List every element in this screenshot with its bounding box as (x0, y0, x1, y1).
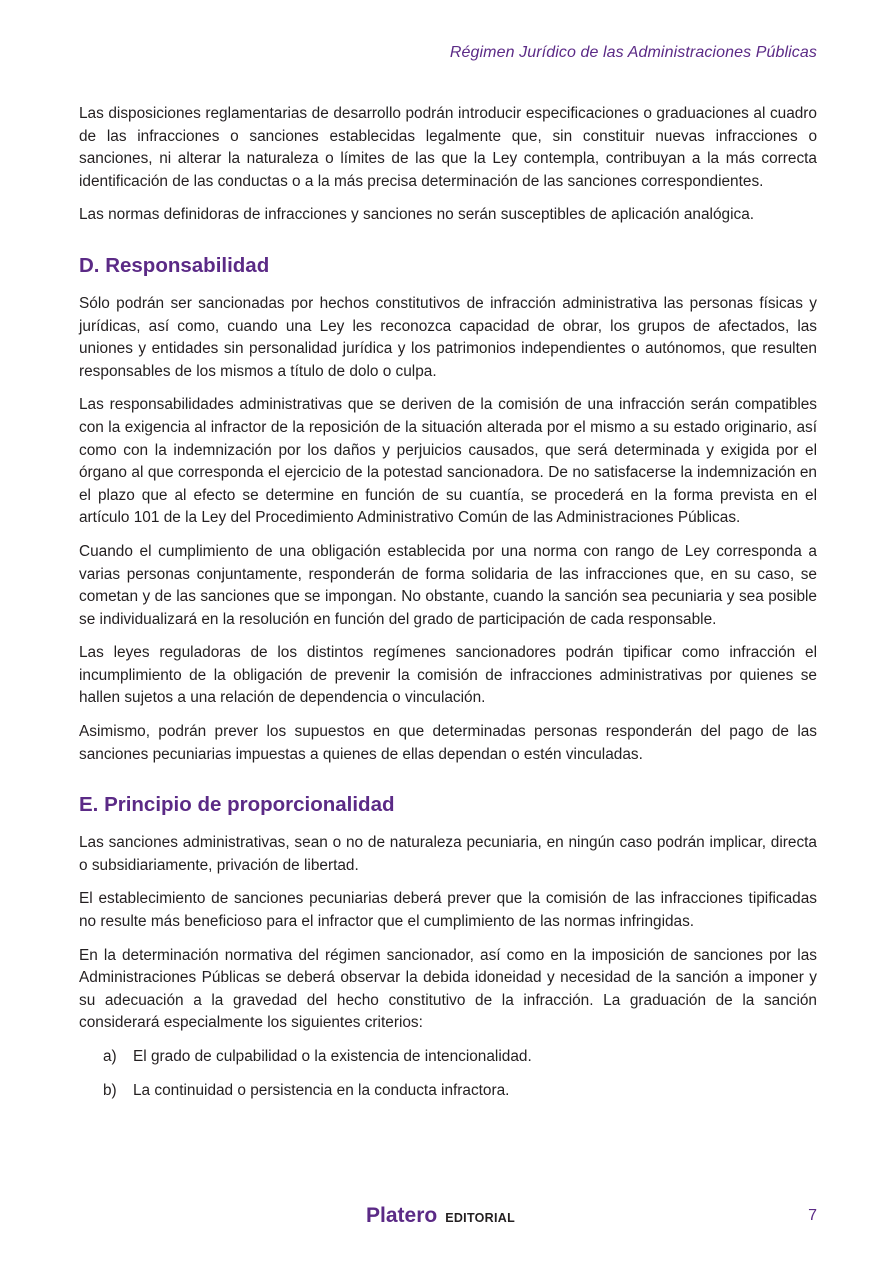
section-e-paragraph-1: Las sanciones administrativas, sean o no de naturaleza pecuniaria, en ningún caso podrán implicar, directa o subsidiariamente, privación de libertad. (79, 834, 817, 874)
list-item-text: La continuidad o persistencia en la conducta infractora. (133, 1081, 510, 1099)
intro-paragraph-1: Las disposiciones reglamentarias de desarrollo podrán introducir especificaciones o graduaciones al cuadro de las infracciones o sanciones establecidas legalmente que, sin constituir nuevas infracciones o sanciones, ni alterar la naturaleza o límites de las que la Ley contempla, contribuyan a la más correcta identificación de las conductas o a la más precisa determinación de las sanciones correspondientes. (79, 105, 817, 190)
intro-paragraph-2: Las normas definidoras de infracciones y sanciones no serán susceptibles de aplicación analógica. (79, 206, 755, 224)
list-marker: b) (103, 1081, 117, 1099)
section-d-paragraph-1: Sólo podrán ser sancionadas por hechos constitutivos de infracción administrativa las personas físicas y jurídicas, así como, cuando una Ley les reconozca capacidad de obrar, los grupos de afectados, las uniones y entidades sin personalidad jurídica y los patrimonios independientes o autónomos, que resulten responsables de los mismos a título de dolo o culpa. (79, 294, 817, 380)
list-marker: a) (103, 1048, 117, 1065)
list-item-text: El grado de culpabilidad o la existencia de intencionalidad. (133, 1048, 532, 1065)
section-d-paragraph-5: Asimismo, podrán prever los supuestos en que determinadas personas responderán del pago de las sanciones pecuniarias impuestas a quienes de ellas dependan o estén vinculadas. (79, 723, 817, 763)
criteria-list-item (103, 1080, 817, 1103)
section-d-paragraph-3: Cuando el cumplimiento de una obligación establecida por una norma con rango de Ley corresponda a varias personas conjuntamente, responderán de forma solidaria de las infracciones que, en su caso, se cometan y de las sanciones que se impongan. No obstante, cuando la sanción sea pecuniaria y sea posible se individualizará en la resolución en función del grado de participación de cada responsable. (79, 542, 817, 628)
running-header-title: Régimen Jurídico de las Administraciones Públicas (449, 44, 817, 61)
section-e-paragraph-3: En la determinación normativa del régimen sancionador, así como en la imposición de sanciones por las Administraciones Públicas se deberá observar la debida idoneidad y necesidad de la sanción a imponer y su adecuación a la gravedad del hecho constitutivo de la infracción. La graduación de la sanción considerará especialmente los siguientes criterios: (79, 946, 817, 1032)
page-content (79, 103, 817, 1113)
section-e-paragraph-2: El establecimiento de sanciones pecuniarias deberá prever que la comisión de las infracciones tipificadas no resulte más beneficioso para el infractor que el cumplimiento de las normas infringidas. (79, 890, 817, 931)
section-d-heading: D. Responsabilidad (79, 253, 270, 277)
criteria-list-item (103, 1046, 817, 1069)
section-d-paragraph-4: Las leyes reguladoras de los distintos regímenes sancionadores podrán tipificar como infracción el incumplimiento de la obligación de prevenir la comisión de infracciones administrativas por quienes se hallen sujetos a una relación de dependencia o vinculación. (79, 644, 817, 707)
section-e-heading: E. Principio de proporcionalidad (79, 793, 395, 817)
section-d-paragraph-2: Las responsabilidades administrativas que se deriven de la comisión de una infracción serán compatibles con la exigencia al infractor de la reposición de la situación alterada por el mismo a su estado originario, así como con la indemnización por los daños y perjuicios causados, que será determinada y exigida por el órgano al que corresponda el ejercicio de la potestad sancionadora. De no satisfacerse la indemnización en el plazo que al efecto se determine en función de su cuantía, se procederá en la forma prevista en el artículo 101 de la Ley del Procedimiento Administrativo Común de las Administraciones Públicas. (79, 396, 817, 527)
publisher-logo (366, 1204, 515, 1228)
publisher-name: Platero (366, 1204, 438, 1227)
page-number: 7 (808, 1207, 817, 1224)
publisher-subtitle: EDITORIAL (445, 1211, 516, 1225)
